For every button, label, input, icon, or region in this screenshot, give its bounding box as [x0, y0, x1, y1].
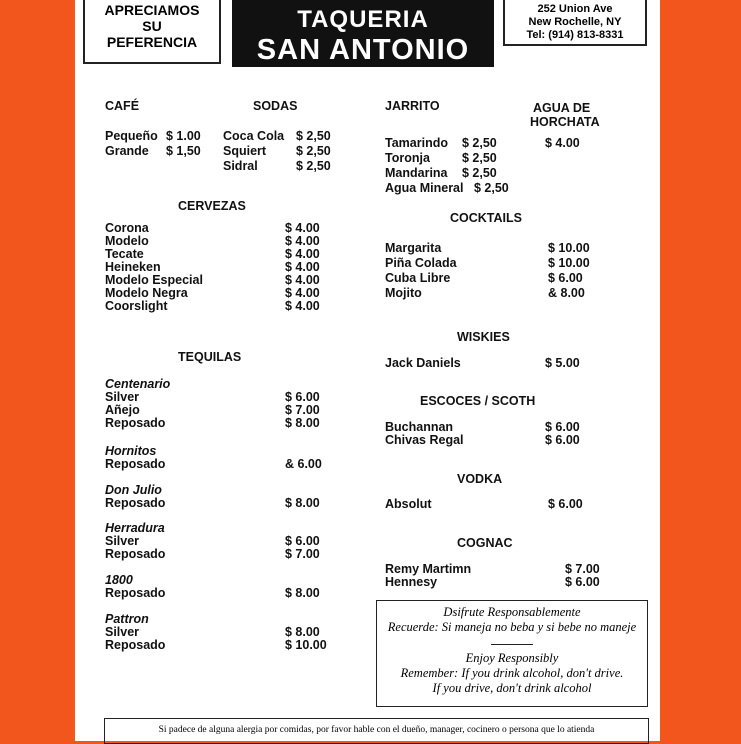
- item-price: $ 4.00: [285, 286, 320, 300]
- item-name: Grande: [105, 144, 149, 158]
- phone: Tel: (914) 813-8331: [526, 29, 624, 41]
- item-price: $ 10.00: [285, 638, 327, 652]
- item-name: Reposado: [105, 457, 166, 471]
- allergy-text: Si padece de alguna alergia por comidas, por favor hable con el dueño, manager, cocinero o persona que lo atienda: [158, 725, 595, 735]
- item-price: $ 6.00: [545, 420, 580, 434]
- item-price: $ 7.00: [285, 547, 320, 561]
- tequilas-title: TEQUILAS: [178, 350, 242, 364]
- item-name: Cuba Libre: [385, 271, 451, 285]
- item-name: Toronja: [385, 151, 430, 165]
- item-name: Buchannan: [385, 420, 454, 434]
- item-price: $ 2,50: [296, 144, 331, 158]
- item-name: Squiert: [223, 144, 267, 158]
- item-price: $ 8.00: [285, 625, 320, 639]
- item-price: $ 4.00: [285, 273, 320, 287]
- logo-line1: TAQUERIA: [297, 6, 429, 33]
- sodas-title: SODAS: [253, 99, 298, 113]
- appreciation-line: PEFERENCIA: [106, 34, 198, 50]
- item-name: Tecate: [105, 247, 144, 261]
- jarrito-title: JARRITO: [385, 99, 440, 113]
- responsible-drinking-box: [376, 600, 648, 707]
- item-price: $ 2,50: [474, 181, 509, 195]
- item-price: $ 7.00: [285, 403, 320, 417]
- vodka-title: VODKA: [457, 472, 503, 486]
- item-price: $ 6.00: [545, 433, 580, 447]
- item-price: $ 8.00: [285, 586, 320, 600]
- en-line: If you drive, don't drink alcohol: [432, 681, 592, 695]
- item-name: Modelo Especial: [105, 273, 203, 287]
- item-price: $ 4.00: [545, 136, 580, 150]
- item-price: & 6.00: [285, 457, 322, 471]
- appreciation-box: [83, 0, 221, 64]
- en-title: Enjoy Responsibly: [465, 651, 559, 665]
- item-price: $ 10.00: [548, 241, 590, 255]
- item-name: Hennesy: [385, 575, 438, 589]
- item-price: $ 7.00: [565, 562, 600, 576]
- item-price: $ 10.00: [548, 256, 590, 270]
- item-price: $ 2,50: [462, 136, 497, 150]
- tequila-brand: Don Julio: [105, 483, 162, 497]
- item-price: & 8.00: [548, 286, 585, 300]
- item-name: Absolut: [385, 497, 432, 511]
- logo-line2: SAN ANTONIO: [256, 34, 470, 66]
- tequila-brand: 1800: [105, 573, 133, 587]
- item-name: Silver: [105, 390, 140, 404]
- item-name: Heineken: [105, 260, 161, 274]
- item-price: $ 6.00: [285, 534, 320, 548]
- tequila-brand: Centenario: [105, 377, 171, 391]
- es-text: Recuerde: Si maneja no beba y si bebe no maneje: [387, 620, 637, 634]
- restaurant-logo: [232, 0, 494, 67]
- item-price: $ 4.00: [285, 221, 320, 235]
- item-name: Silver: [105, 534, 140, 548]
- cocktails-title: COCKTAILS: [450, 211, 522, 225]
- item-name: Reposado: [105, 586, 166, 600]
- cafe-title: CAFÉ: [105, 99, 140, 113]
- item-name: Coca Cola: [223, 129, 285, 143]
- appreciation-line: SU: [142, 18, 162, 34]
- tequila-brand: Pattron: [105, 612, 149, 626]
- item-name: Silver: [105, 625, 140, 639]
- item-price: $ 4.00: [285, 234, 320, 248]
- cognac-title: COGNAC: [457, 536, 513, 550]
- item-price: $ 1.00: [166, 129, 201, 143]
- item-name: Mojito: [385, 286, 422, 300]
- item-price: $ 2,50: [296, 129, 331, 143]
- item-name: Agua Mineral: [385, 181, 464, 195]
- item-name: Reposado: [105, 496, 166, 510]
- item-name: Reposado: [105, 547, 166, 561]
- item-price: $ 8.00: [285, 416, 320, 430]
- item-name: Modelo: [105, 234, 149, 248]
- item-price: $ 2,50: [462, 151, 497, 165]
- item-price: $ 1,50: [166, 144, 201, 158]
- wiskies-title: WISKIES: [457, 330, 510, 344]
- tequila-brand: Hornitos: [105, 444, 157, 458]
- divider: [491, 644, 533, 645]
- item-name: Jack Daniels: [385, 356, 461, 370]
- item-name: Pequeño: [105, 129, 158, 143]
- item-name: Modelo Negra: [105, 286, 188, 300]
- item-name: Remy Martimn: [385, 562, 472, 576]
- item-name: Corona: [105, 221, 149, 235]
- item-price: $ 4.00: [285, 247, 320, 261]
- allergy-notice: [104, 718, 649, 744]
- horchata-title: AGUA DE: [533, 101, 591, 115]
- item-price: $ 8.00: [285, 496, 320, 510]
- es-title: Dsifrute Responsablemente: [443, 605, 581, 619]
- item-name: Mandarina: [385, 166, 448, 180]
- en-line: Remember: If you drink alcohol, don't drive.: [400, 666, 624, 680]
- item-name: Sidral: [223, 159, 258, 173]
- item-price: $ 4.00: [285, 299, 320, 313]
- item-price: $ 6.00: [565, 575, 600, 589]
- item-price: $ 6.00: [548, 497, 583, 511]
- address: 252 Union Ave: [537, 3, 613, 15]
- item-price: $ 2,50: [462, 166, 497, 180]
- item-name: Añejo: [105, 403, 140, 417]
- address-box: [503, 0, 647, 46]
- item-name: Coorslight: [105, 299, 168, 313]
- city: New Rochelle, NY: [528, 16, 622, 28]
- item-name: Piña Colada: [385, 256, 457, 270]
- item-name: Reposado: [105, 416, 166, 430]
- scotch-title: ESCOCES / SCOTH: [420, 394, 536, 408]
- item-name: Margarita: [385, 241, 442, 255]
- tequila-brand: Herradura: [105, 521, 165, 535]
- item-name: Tamarindo: [385, 136, 448, 150]
- item-name: Chivas Regal: [385, 433, 464, 447]
- item-price: $ 2,50: [296, 159, 331, 173]
- item-price: $ 4.00: [285, 260, 320, 274]
- cervezas-title: CERVEZAS: [178, 199, 246, 213]
- horchata-title: HORCHATA: [530, 115, 600, 129]
- item-price: $ 5.00: [545, 356, 580, 370]
- appreciation-line: APRECIAMOS: [104, 2, 200, 18]
- item-price: $ 6.00: [285, 390, 320, 404]
- item-price: $ 6.00: [548, 271, 583, 285]
- item-name: Reposado: [105, 638, 166, 652]
